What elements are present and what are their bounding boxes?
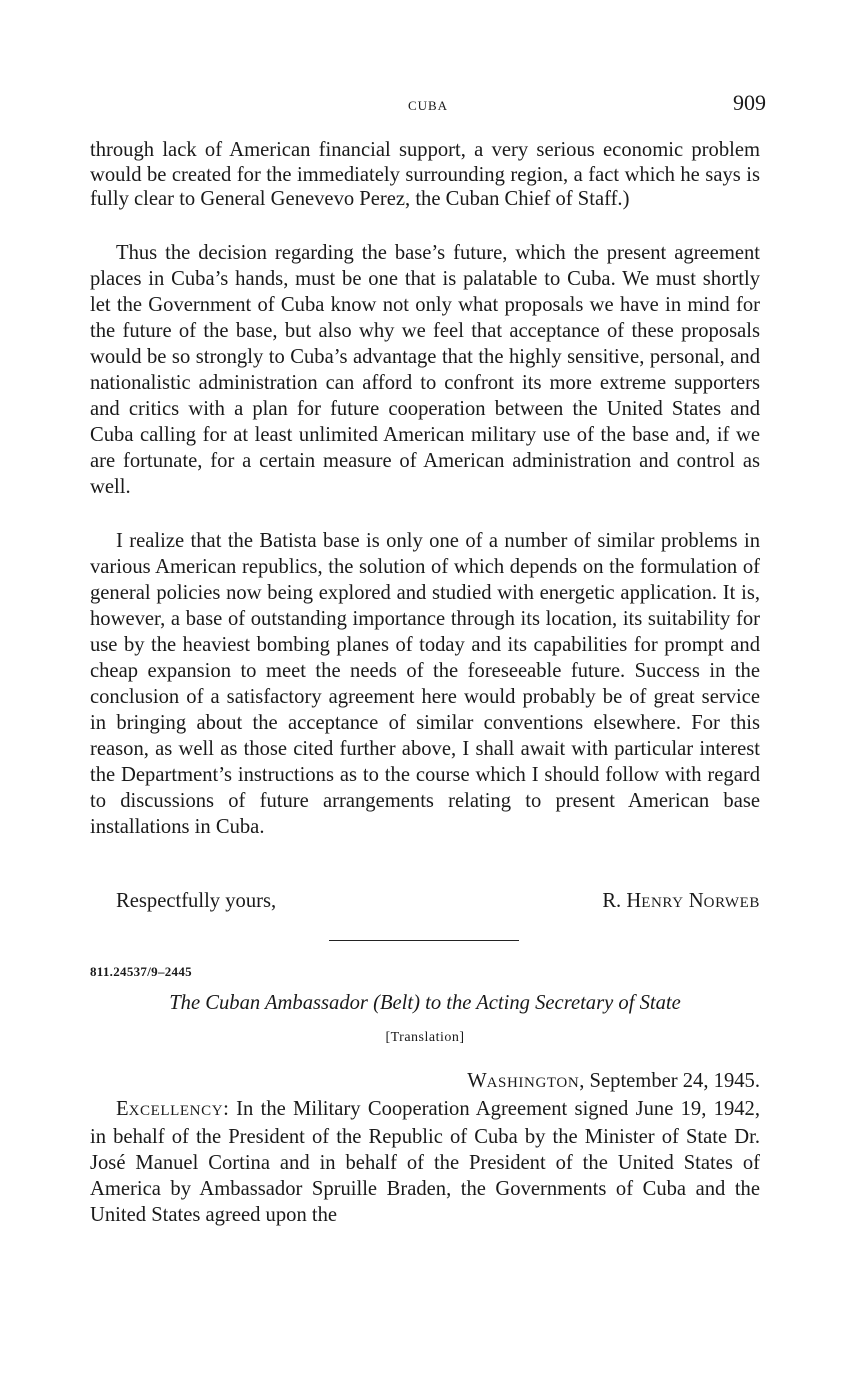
translation-note: [Translation] xyxy=(385,1030,465,1045)
signature-initial: R. H xyxy=(602,890,642,912)
dateline-city-rest: ASHINGTON xyxy=(486,1075,580,1091)
dateline xyxy=(467,1068,760,1096)
letter-body: : In the Military Cooperation Agreement signed June 19, 1942, in behalf of the President of the Republic of Cuba by the Minister of State Dr. José Manuel Cortina and in behalf of the President of the United States of America by Ambassador Spruille Braden, the Governments of Cuba and the United States agreed upon the xyxy=(90,1098,760,1226)
file-number: 811.24537/9–2445 xyxy=(90,964,192,979)
salutation-initial: E xyxy=(116,1098,129,1120)
salutation-rest: XCELLENCY xyxy=(128,1103,224,1119)
signature-last-rest: ORWEB xyxy=(703,895,760,911)
running-head: CUBA xyxy=(407,98,449,113)
signature-first-rest: ENRY xyxy=(641,895,684,911)
paragraph-batista-base xyxy=(90,528,760,840)
dateline-date: , September 24, 1945. xyxy=(579,1070,760,1092)
page-header xyxy=(90,90,766,120)
document-title: The Cuban Ambassador (Belt) to the Acting Secretary of State xyxy=(169,992,681,1014)
page-number: 909 xyxy=(733,90,766,115)
paragraph-continued xyxy=(90,138,760,212)
paragraph-text: Thus the decision regarding the base’s future, which the present agreement places in Cuba’s hands, must be one that is palatable to Cuba. We must shortly let the Government of Cuba know not only what proposals we have in mind for the future of the base, but also why we feel that acceptance of these proposals would be so strongly to Cuba’s advantage that the highly sensitive, personal, and nationalistic administration can afford to confront its more extreme supporters and critics with a plan for future cooperation between the United States and Cuba calling for at least unlimited American military use of the base and, if we are fortunate, for a certain measure of American administration and control as well. xyxy=(90,242,760,498)
signature-last-initial: N xyxy=(688,890,704,912)
paragraph-excellency xyxy=(90,1096,760,1228)
section-divider xyxy=(329,940,519,941)
paragraph-base-future xyxy=(90,240,760,500)
paragraph-text: I realize that the Batista base is only one of a number of similar problems in various American republics, the solution of which depends on the formulation of general policies now being explored and studied with energetic application. It is, however, a base of outstanding importance through its location, its suitability for use by the heaviest bombing planes of today and its capabilities for prompt and cheap expansion to meet the needs of the foreseeable future. Success in the conclusion of a satisfactory agreement here would probably be of great service in bringing about the acceptance of similar conventions elsewhere. For this reason, as well as those cited further above, I shall await with particular interest the Department’s instructions as to the course which I should follow with regard to discussions of future arrangements relating to present American base installations in Cuba. xyxy=(90,530,760,838)
paragraph-text xyxy=(90,1096,760,1228)
letter-closing xyxy=(116,888,760,914)
paragraph-text: through lack of American financial support, a very serious economic problem would be created for the immediately surrounding region, a fact which he says is fully clear to General Genevevo Perez, the Cuban Chief of Staff.) xyxy=(90,139,760,210)
closing-salutation: Respectfully yours, xyxy=(116,890,277,912)
dateline-city-initial: W xyxy=(467,1070,487,1092)
signature xyxy=(602,888,760,916)
